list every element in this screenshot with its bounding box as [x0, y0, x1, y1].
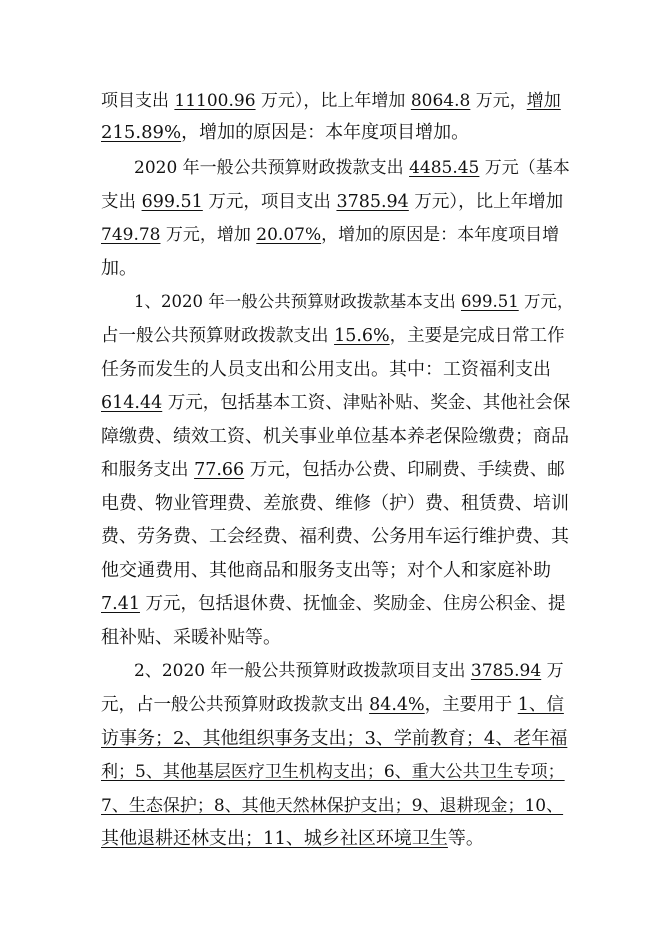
text-line-2 — [101, 117, 571, 149]
underlined-text: 增加 — [526, 91, 561, 111]
text-segment: ，增加的原因是：本年度项目增加。 — [181, 122, 470, 143]
text-line-12 — [101, 454, 571, 486]
text-segment: ，增加的原因是：本年度项目增 — [321, 225, 560, 245]
text-line-18 — [134, 655, 574, 687]
text-segment: 项目支出 — [101, 91, 175, 111]
text-line-22 — [101, 790, 571, 822]
text-line-4 — [101, 186, 571, 218]
text-segment: 万元，包括基本工资、津贴补贴、奖金、其他社会保 — [162, 393, 571, 413]
underlined-text: 11100.96 — [174, 91, 256, 111]
underlined-text: 其他退耕还林支出；11、城乡社区环境卫生 — [101, 828, 448, 849]
underlined-text: 699.51 — [141, 192, 203, 212]
text-segment: 和服务支出 — [101, 460, 195, 480]
underlined-text: 7、生态保护；8、其他天然林保护支出；9、退耕现金；10、 — [101, 796, 564, 816]
text-segment: 加。 — [101, 258, 137, 279]
text-line-23 — [101, 823, 571, 855]
underlined-text: 8064.8 — [410, 91, 471, 111]
underlined-text: 利；5、其他基层医疗卫生机构支出；6、重大公共卫生专项； — [101, 762, 565, 782]
text-segment: 元，占一般公共预算财政拨款支出 — [101, 695, 370, 715]
underlined-text: 77.66 — [194, 460, 245, 480]
text-line-7 — [134, 286, 574, 318]
text-line-5 — [101, 219, 571, 251]
underlined-text: 614.44 — [101, 393, 163, 413]
underlined-text: 699.51 — [460, 292, 519, 311]
text-segment: ，主要是完成日常工作 — [389, 326, 565, 346]
underlined-text: 4485.45 — [409, 158, 480, 178]
text-segment: 万元），比上年增加 — [408, 192, 564, 212]
text-segment: 电费、物业管理费、差旅费、维修（护）费、租赁费、培训 — [101, 493, 569, 514]
underlined-text: 7.41 — [101, 594, 140, 614]
text-line-20 — [101, 723, 571, 755]
text-segment: 万元），比上年增加 — [255, 91, 411, 111]
underlined-text: 15.6% — [334, 326, 390, 346]
text-segment: 万元，增加 — [160, 225, 257, 245]
text-segment: 障缴费、绩效工资、机关事业单位基本养老保险缴费；商品 — [101, 426, 569, 447]
text-line-3 — [134, 152, 574, 184]
text-line-9 — [101, 354, 571, 386]
text-line-8 — [101, 320, 571, 352]
text-line-21 — [101, 756, 571, 788]
text-line-16 — [101, 588, 571, 620]
underlined-text: 访事务；2、其他组织事务支出；3、学前教育；4、老年福 — [101, 728, 568, 749]
text-segment: 2、2020 年一般公共预算财政拨款项目支出 — [134, 661, 471, 681]
text-line-11 — [101, 421, 571, 453]
underlined-text: 1、信 — [517, 695, 564, 715]
text-segment: 支出 — [101, 192, 142, 212]
text-segment: 万元，包括办公费、印刷费、手续费、邮 — [244, 460, 565, 480]
underlined-text: 3785.94 — [470, 661, 542, 681]
text-segment: 1、2020 年一般公共预算财政拨款基本支出 — [134, 292, 461, 311]
text-segment: 万元， — [470, 91, 527, 111]
text-line-17 — [101, 622, 571, 654]
text-segment: 万 — [541, 661, 564, 681]
text-segment: 万元（基本 — [479, 158, 570, 178]
text-line-1 — [101, 85, 571, 117]
text-line-15 — [101, 555, 571, 587]
underlined-text: 84.4% — [369, 695, 425, 715]
text-segment: 万元， — [518, 292, 574, 311]
text-segment: 占一般公共预算财政拨款支出 — [101, 326, 335, 346]
text-segment: 任务而发生的人员支出和公用支出。其中：工资福利支出 — [101, 359, 551, 380]
underlined-text: 20.07% — [256, 225, 322, 245]
text-segment: 租补贴、采暖补贴等。 — [101, 627, 281, 648]
text-line-14 — [101, 521, 571, 553]
text-line-6 — [101, 253, 571, 285]
text-segment: 万元，包括退休费、抚恤金、奖励金、住房公积金、提 — [139, 594, 566, 614]
text-segment: 等。 — [447, 828, 484, 849]
text-line-13 — [101, 488, 571, 520]
text-segment: 万元，项目支出 — [202, 192, 337, 212]
text-line-10 — [101, 387, 571, 419]
underlined-text: 749.78 — [101, 225, 161, 245]
text-segment: 2020 年一般公共预算财政拨款支出 — [134, 158, 410, 178]
text-line-19 — [101, 689, 571, 721]
text-segment: 费、劳务费、工会经费、福利费、公务用车运行维护费、其 — [101, 526, 569, 547]
text-segment: ，主要用于 — [424, 695, 518, 715]
underlined-text: 3785.94 — [336, 192, 409, 212]
text-segment: 他交通费用、其他商品和服务支出等；对个人和家庭补助 — [101, 560, 551, 581]
underlined-text: 215.89% — [101, 122, 182, 143]
